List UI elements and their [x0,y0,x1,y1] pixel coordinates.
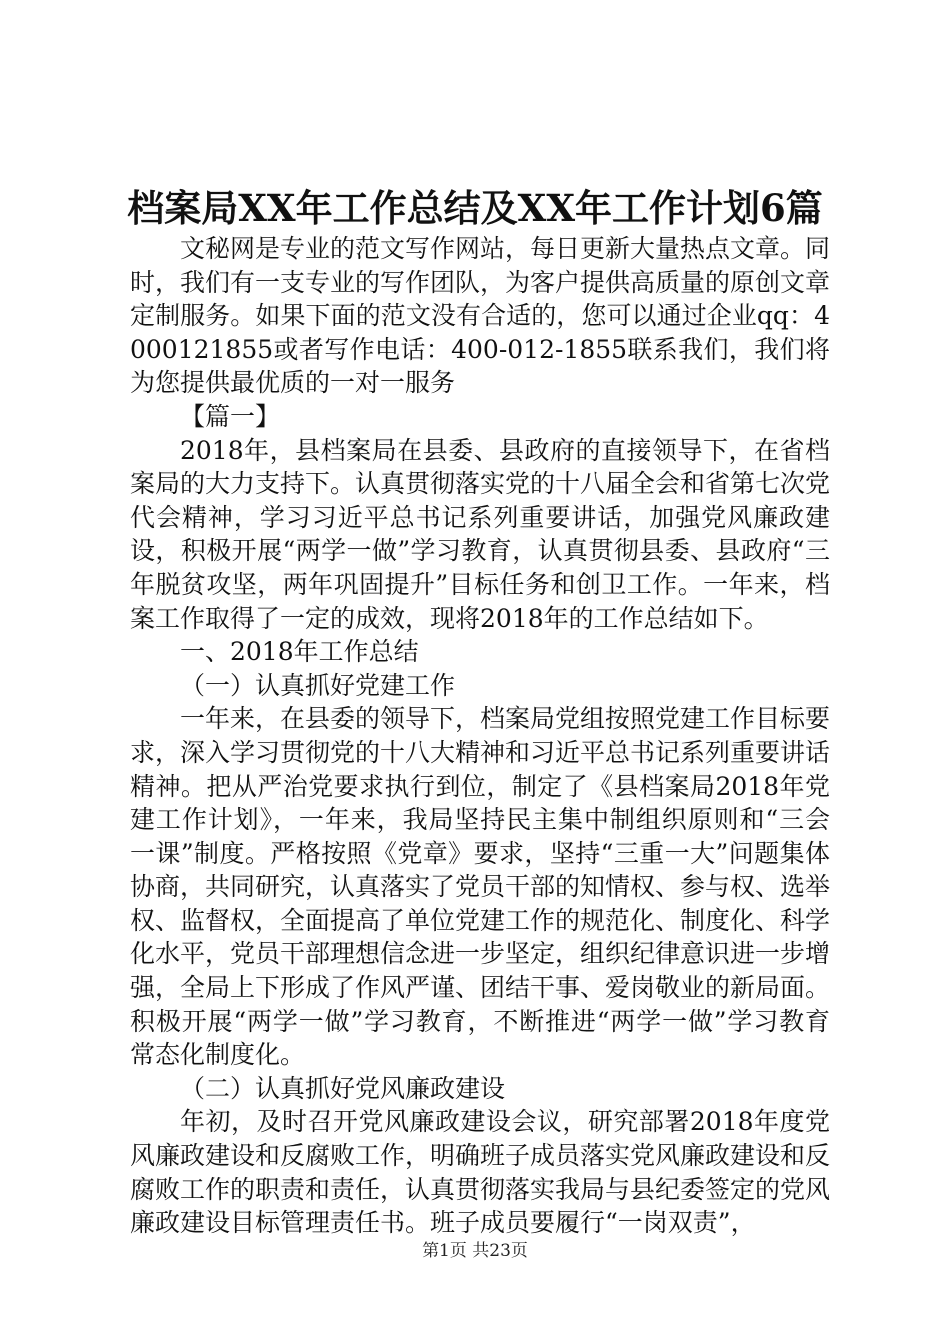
body-paragraph: 一年来，在县委的领导下，档案局党组按照党建工作目标要求，深入学习贯彻党的十八大精神和习近平总书记系列重要讲话精神。把从严治党要求执行到位，制定了《县档案局2018年党建工作计划》，一年来，我局坚持民主集中制组织原则和“三会一课”制度。严格按照《党章》要求，坚持“三重一大”问题集体协商，共同研究，认真落实了党员干部的知情权、参与权、选举权、监督权，全面提高了单位党建工作的规范化、制度化、科学化水平，党员干部理想信念进一步坚定，组织纪律意识进一步增强，全局上下形成了作风严谨、团结干事、爱岗敬业的新局面。积极开展“两学一做”学习教育，不断推进“两学一做”学习教育常态化制度化。 [130,704,831,1070]
body-paragraph: 年初，及时召开党风廉政建设会议，研究部署2018年度党风廉政建设和反腐败工作，明确班子成员落实党风廉政建设和反腐败工作的职责和责任，认真贯彻落实我局与县纪委签定的党风廉政建设目标管理责任书。班子成员要履行“一岗双责”， [130,1107,831,1238]
body-paragraph: 2018年，县档案局在县委、县政府的直接领导下，在省档案局的大力支持下。认真贯彻落实党的十八届全会和省第七次党代会精神，学习习近平总书记系列重要讲话，加强党风廉政建设，积极开展“两学一做”学习教育，认真贯彻县委、县政府“三年脱贫攻坚，两年巩固提升”目标任务和创卫工作。一年来，档案工作取得了一定的成效，现将2018年的工作总结如下。 [130,435,831,633]
document-title: 档案局XX年工作总结及XX年工作计划6篇 [127,186,823,230]
subsection-heading: （二）认真抓好党风廉政建设 [180,1073,506,1103]
subsection-heading: （一）认真抓好党建工作 [180,670,456,700]
page-footer: 第1页 共23页 [422,1241,528,1261]
section-heading: 一、2018年工作总结 [180,637,419,667]
intro-paragraph: 文秘网是专业的范文写作网站，每日更新大量热点文章。同时，我们有一支专业的写作团队，为客户提供高质量的原创文章定制服务。如果下面的范文没有合适的，您可以通过企业qq：4000121855或者写作电话：400-012-1855联系我们，我们将为您提供最优质的一对一服务 [130,234,831,398]
section-heading-part-one: 【篇一】 [180,401,281,431]
document-body [130,232,830,1240]
